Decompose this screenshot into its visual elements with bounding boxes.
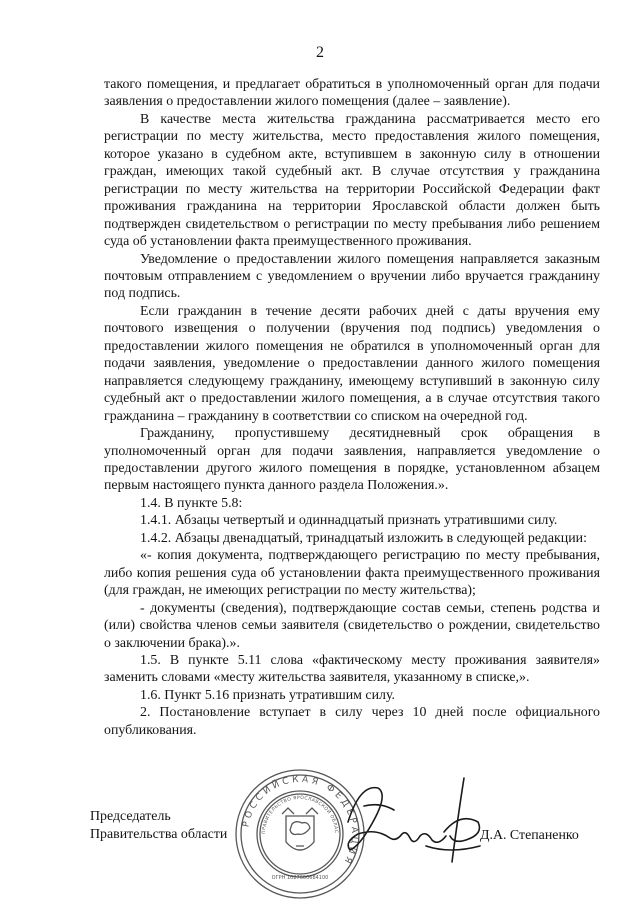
- page-number: 2: [316, 44, 324, 61]
- quoted-item-registration-copy: «- копия документа, подтверждающего регистрацию по месту пребывания, либо копия решения суда об установлении факта преимущественного проживания (для граждан, не имеющих регистрации по месту жительства);: [104, 548, 600, 599]
- signer-position: [90, 808, 227, 844]
- paragraph-missed-deadline: Гражданину, пропустившему десятидневный срок обращения в уполномоченный орган для подачи заявления, направляется уведомление о предоставлении другого жилого помещения в порядке, установленном абзацем первым настоящего пункта данного раздела Положения.».: [104, 426, 600, 494]
- paragraph-continuation: такого помещения, и предлагает обратиться в уполномоченный орган для подачи заявления о предоставлении жилого помещения (далее – заявление).: [104, 77, 600, 110]
- paragraph-ten-days-rule: Если гражданин в течение десяти рабочих дней с даты вручения ему почтового извещения о получении (вручения под подпись) уведомления о предоставлении жилого помещения не обратился в уполномоченный орган для подачи заявления, уведомление о предоставлении данного жилого помещения направляется следующему гражданину, имеющему вступивший в законную силу судебный акт о предоставлении жилого помещения, а в случае отсутствия такого гражданина – гражданину в соответствии со списком на очередной год.: [104, 303, 600, 424]
- signer-position-line1: Председатель: [90, 809, 171, 824]
- paragraph-notification-delivery: Уведомление о предоставлении жилого помещения направляется заказным почтовым отправлением с уведомлением о вручении либо вручается гражданину под подпись.: [104, 251, 600, 302]
- clause-1-5: 1.5. В пункте 5.11 слова «фактическому месту проживания заявителя» заменить словами «месту жительства заявителя, указанному в списке,».: [104, 652, 600, 686]
- seal-outer-text: РОССИЙСКАЯ ФЕДЕРАЦИЯ: [241, 774, 360, 868]
- clause-1-4-1: 1.4.1. Абзацы четвертый и одиннадцатый признать утратившими силу.: [140, 513, 558, 529]
- signer-position-line2: Правительства области: [90, 827, 228, 842]
- signer-name: Д.А. Степаненко: [480, 828, 579, 843]
- clause-1-4-2: 1.4.2. Абзацы двенадцатый, тринадцатый изложить в следующей редакции:: [140, 530, 587, 546]
- clause-1-4: 1.4. В пункте 5.8:: [140, 495, 243, 511]
- seal-ogrn-text: ОГРН 1027600684100: [271, 875, 329, 881]
- quoted-item-family-documents: - документы (сведения), подтверждающие состав семьи, степень родства и (или) свойства членов семьи заявителя (свидетельство о рождении, свидетельство о заключении брака).».: [104, 600, 600, 651]
- seal-inner-text: ПРАВИТЕЛЬСТВО ЯРОСЛАВСКОЙ ОБЛАС: [261, 795, 339, 835]
- clause-2: 2. Постановление вступает в силу через 10 дней после официального опубликования.: [104, 705, 600, 738]
- document-body: [104, 76, 600, 739]
- paragraph-residence-definition: В качестве места жительства гражданина рассматривается место его регистрации по месту жительства, место предоставления жилого помещения, которое указано в судебном акте, вступившем в законную силу в отношении граждан, имеющих такой судебный акт. В случае отсутствия у гражданина регистрации по месту жительства на территории Российской Федерации факт проживания гражданина на территории Ярославской области должен быть подтвержден свидетельством о регистрации по месту пребывания либо решением суда об установлении факта преимущественного проживания.: [104, 111, 600, 250]
- clause-1-6: 1.6. Пункт 5.16 признать утратившим силу.: [140, 687, 395, 703]
- handwritten-signature: [330, 776, 500, 876]
